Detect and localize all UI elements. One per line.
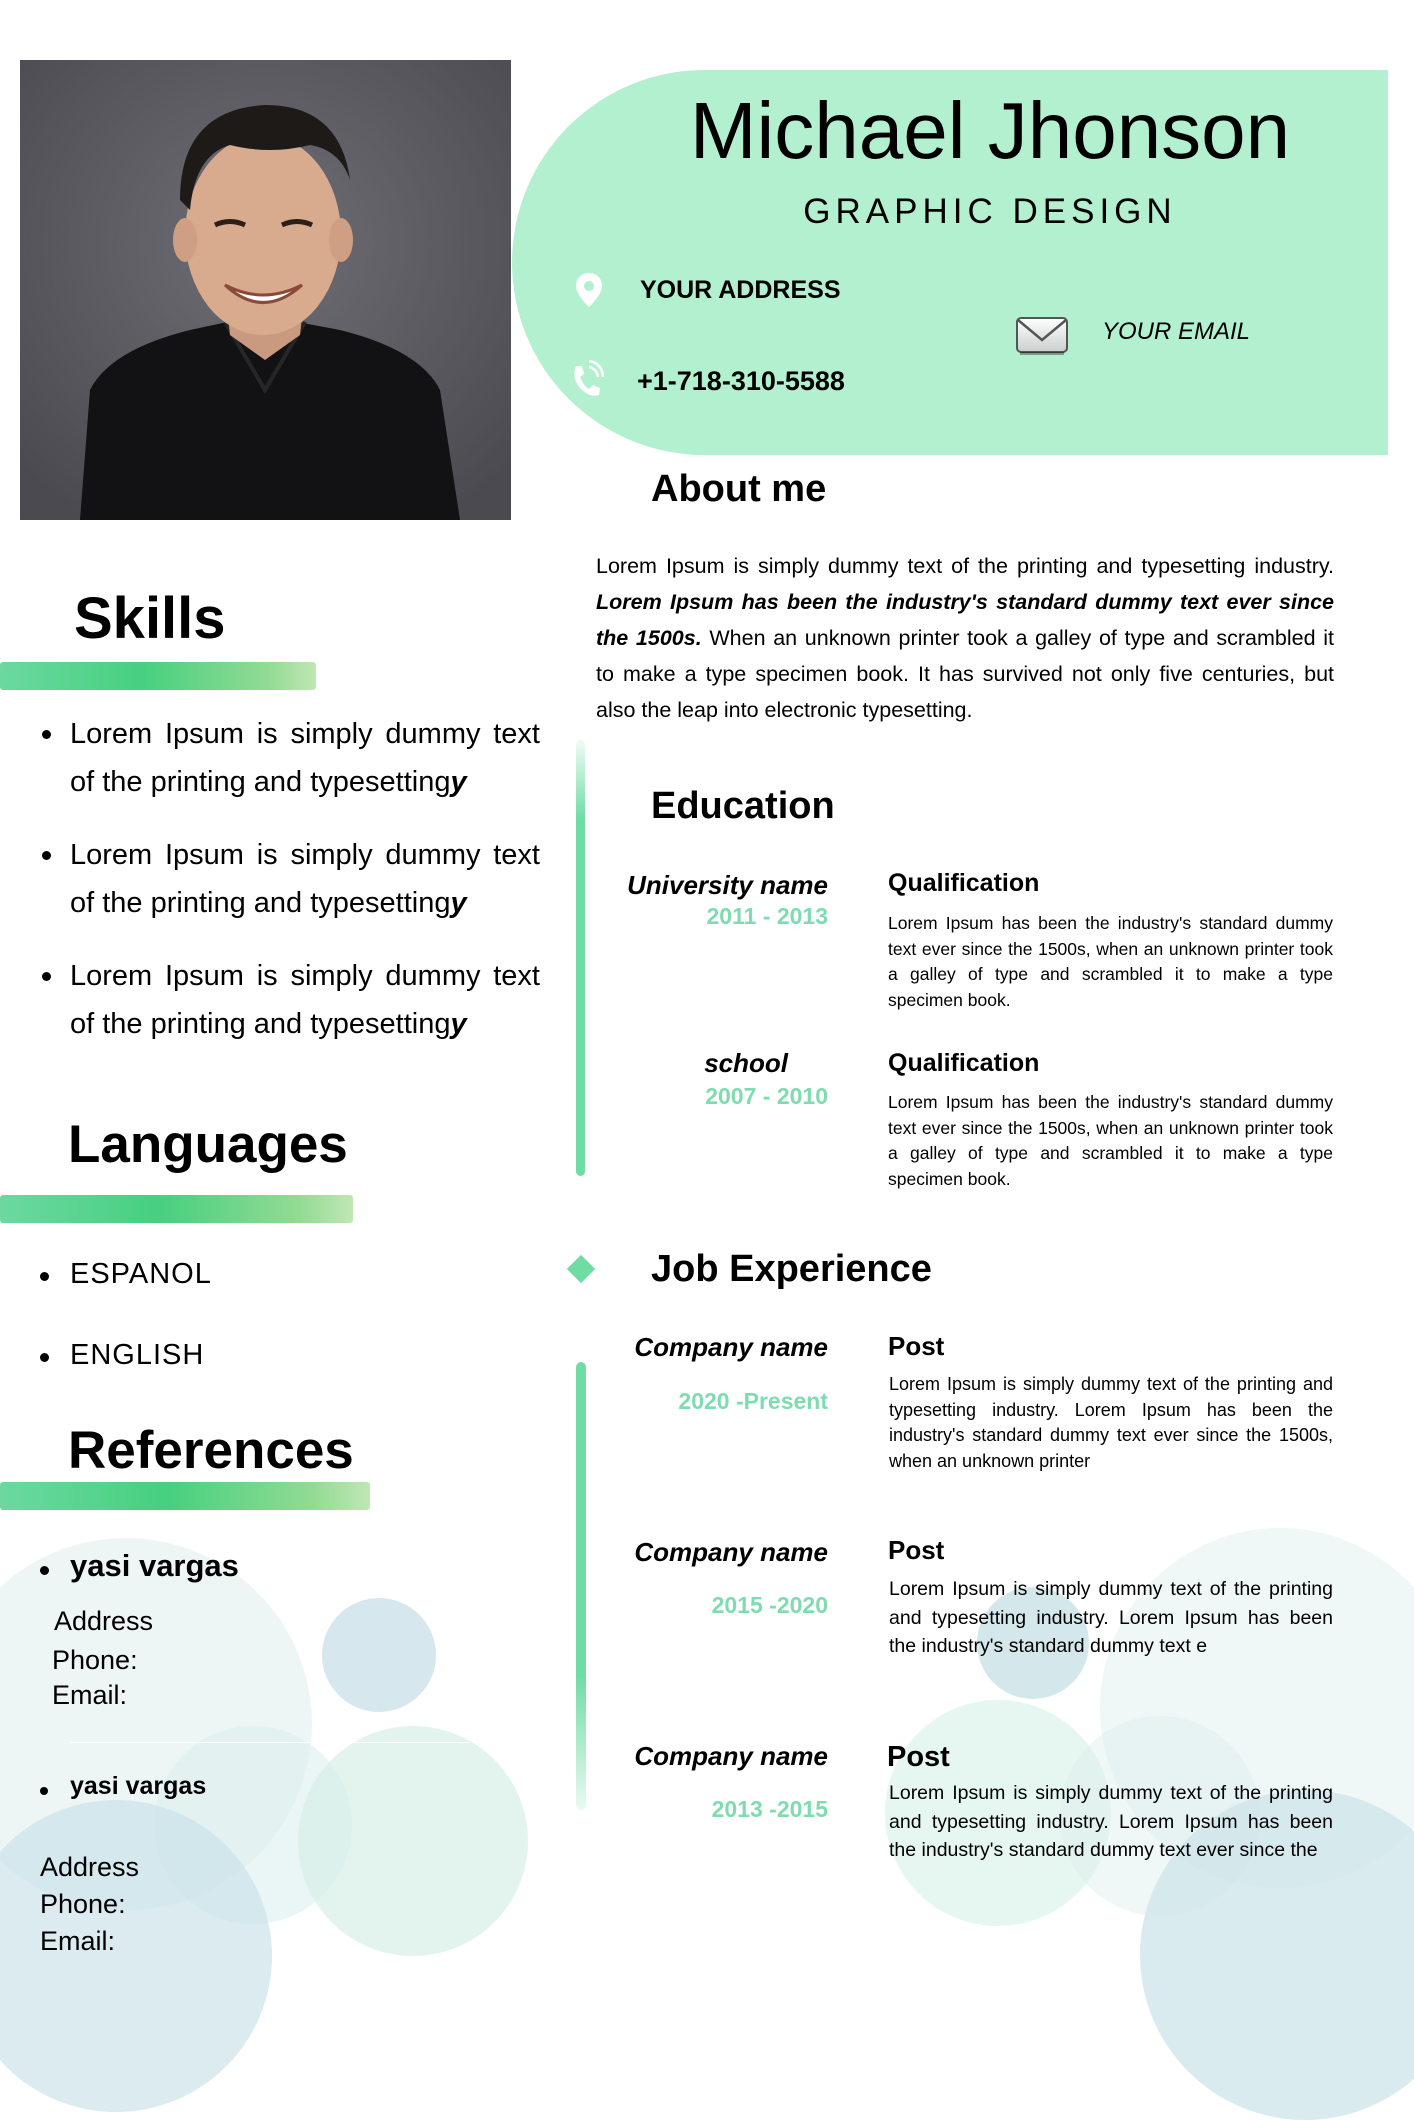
reference-email: Email:	[40, 1926, 116, 1956]
education-org: school	[704, 1048, 788, 1078]
address-text: YOUR ADDRESS	[640, 276, 841, 304]
experience-org: Company name	[634, 1332, 828, 1362]
education-qualification: Qualification	[888, 869, 1040, 897]
divider	[70, 1742, 470, 1743]
email-text: YOUR EMAIL	[1102, 318, 1251, 345]
about-heading: About me	[651, 468, 827, 510]
languages-heading: Languages	[68, 1115, 348, 1174]
skills-brush-underline	[0, 662, 316, 690]
profile-photo	[20, 60, 511, 520]
experience-post: Post	[888, 1331, 945, 1361]
skill-item: Lorem Ipsum is simply dummy text of the printing and typesettingy	[70, 960, 540, 1040]
experience-post: Post	[888, 1535, 945, 1565]
reference-phone: Phone:	[40, 1889, 126, 1919]
bullet	[40, 1272, 49, 1281]
education-years: 2007 - 2010	[705, 1083, 828, 1109]
reference-phone: Phone:	[52, 1645, 138, 1675]
job-title: GRAPHIC DESIGN	[803, 192, 1177, 231]
bullet	[42, 972, 51, 981]
decor-circle	[298, 1726, 528, 1956]
experience-description: Lorem Ipsum is simply dummy text of the printing and typesetting industry. Lorem Ipsum has been the industry's standard dummy text ever since the	[889, 1782, 1333, 1861]
timeline-line	[576, 1362, 586, 1810]
experience-org: Company name	[634, 1537, 828, 1567]
reference-email: Email:	[52, 1680, 128, 1710]
education-heading: Education	[651, 785, 835, 827]
reference-address: Address	[54, 1606, 154, 1636]
experience-years: 2013 -2015	[711, 1796, 828, 1822]
experience-post: Post	[887, 1741, 950, 1773]
bullet	[42, 851, 51, 860]
experience-description: Lorem Ipsum is simply dummy text of the printing and typesetting industry. Lorem Ipsum has been the industry's standard dummy text ever since the 1500s, when an unknown printer	[889, 1374, 1333, 1471]
person-name: Michael Jhonson	[689, 86, 1291, 175]
education-qualification: Qualification	[888, 1049, 1040, 1077]
education-org: University name	[627, 870, 828, 900]
education-years: 2011 - 2013	[706, 903, 828, 929]
experience-description: Lorem Ipsum is simply dummy text of the printing and typesetting industry. Lorem Ipsum has been the industry's standard dummy text e	[889, 1578, 1333, 1657]
experience-heading: Job Experience	[651, 1248, 932, 1290]
language-item: ENGLISH	[70, 1339, 205, 1371]
education-description: Lorem Ipsum has been the industry's standard dummy text ever since the 1500s, when an unknown printer took a galley of type and scrambled it to make a type specimen book.	[888, 913, 1333, 1010]
phone-text: +1-718-310-5588	[637, 366, 845, 396]
phone-icon	[568, 360, 604, 405]
language-item: ESPANOL	[70, 1258, 212, 1290]
reference-name: yasi vargas	[70, 1772, 207, 1800]
experience-years: 2020 -Present	[678, 1388, 828, 1414]
references-heading: References	[68, 1421, 354, 1480]
location-pin-icon	[574, 272, 604, 313]
skill-item: Lorem Ipsum is simply dummy text of the printing and typesettingy	[70, 839, 540, 919]
decor-circle	[322, 1598, 436, 1712]
languages-brush-underline	[0, 1195, 353, 1223]
experience-years: 2015 -2020	[711, 1592, 828, 1618]
bullet	[42, 730, 51, 739]
experience-org: Company name	[634, 1741, 828, 1771]
bullet	[40, 1787, 48, 1795]
envelope-icon	[1014, 312, 1070, 363]
about-text: Lorem Ipsum is simply dummy text of the printing and typesetting industry. Lorem Ipsum has been the industry's standard dummy text ever since the 1500s. When an unknown printer took a galley of type and scrambled it to make a type specimen book. It has survived not only five centuries, but also the leap into electronic typesetting.	[596, 554, 1334, 722]
timeline-diamond	[567, 1255, 595, 1283]
reference-name: yasi vargas	[70, 1548, 239, 1583]
timeline-line	[576, 740, 585, 1176]
bullet	[40, 1566, 49, 1575]
skills-heading: Skills	[74, 586, 226, 651]
education-description: Lorem Ipsum has been the industry's standard dummy text ever since the 1500s, when an unknown printer took a galley of type and scrambled it to make a type specimen book.	[888, 1092, 1333, 1189]
reference-address: Address	[40, 1852, 140, 1882]
skill-item: Lorem Ipsum is simply dummy text of the printing and typesettingy	[70, 718, 540, 798]
bullet	[40, 1353, 49, 1362]
references-brush-underline	[0, 1482, 370, 1510]
